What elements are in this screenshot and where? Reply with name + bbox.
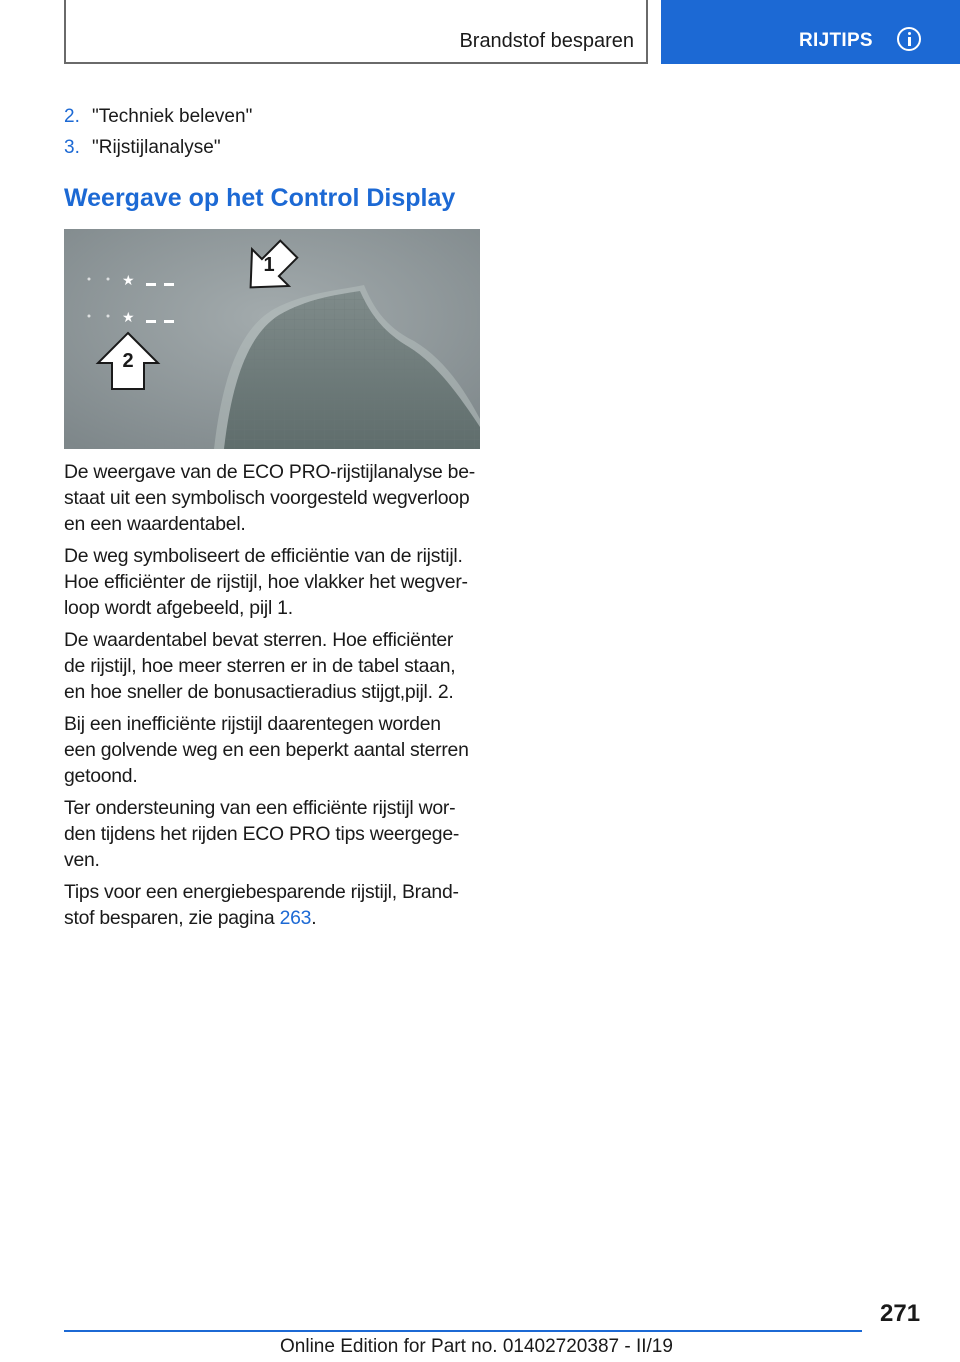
paragraph: Ter ondersteuning van een efficiënte rijstijl wor- den tijdens het rijden ECO PRO tips weergege- ven. <box>64 797 460 871</box>
svg-text:★: ★ <box>122 310 135 326</box>
header-section-title: Brandstof besparen <box>459 30 634 52</box>
body-text <box>64 459 480 937</box>
section-title: Weergave op het Control Display <box>64 184 456 212</box>
eco-pro-display-figure <box>64 229 480 449</box>
paragraph: De weg symboliseert de efficiëntie van de rijstijl. Hoe efficiënter de rijstijl, hoe vlakker het wegver- loop wordt afgebeeld, pijl 1. <box>64 545 468 619</box>
paragraph: De waardentabel bevat sterren. Hoe efficiënter de rijstijl, hoe meer sterren er in de tabel staan, en hoe sneller de bonusactieradius stijgt,pijl. 2. <box>64 629 456 703</box>
page-number: 271 <box>880 1300 921 1327</box>
header-section-box <box>64 0 648 64</box>
list-number: 3. <box>64 137 80 158</box>
page-reference-link[interactable]: 263 <box>279 907 312 929</box>
paragraph: Tips voor een energiebesparende rijstijl, Brand- stof besparen, zie pagina 263. <box>64 881 459 929</box>
header-chapter-label: RIJTIPS <box>799 30 873 51</box>
list-text: "Rijstijlanalyse" <box>92 137 221 158</box>
list-item <box>64 104 484 135</box>
footer-divider <box>64 1330 862 1332</box>
svg-text:1: 1 <box>263 254 275 276</box>
list-number: 2. <box>64 106 80 127</box>
svg-text:★: ★ <box>122 273 135 289</box>
eco-pro-display-illustration <box>64 229 480 449</box>
list-item <box>64 135 484 166</box>
header-chapter-tab[interactable] <box>661 0 960 64</box>
numbered-list <box>64 104 484 166</box>
footer-edition-text: Online Edition for Part no. 01402720387 - II/19 <box>280 1336 673 1357</box>
svg-text:2: 2 <box>122 350 134 372</box>
paragraph: De weergave van de ECO PRO-rijstijlanalyse be- staat uit een symbolisch voorgesteld wegverloop en een waardentabel. <box>64 461 475 535</box>
paragraph: Bij een inefficiënte rijstijl daarentegen worden een golvende weg en een beperkt aantal sterren getoond. <box>64 713 469 787</box>
info-circle-icon <box>897 27 921 51</box>
list-text: "Techniek beleven" <box>92 106 253 127</box>
